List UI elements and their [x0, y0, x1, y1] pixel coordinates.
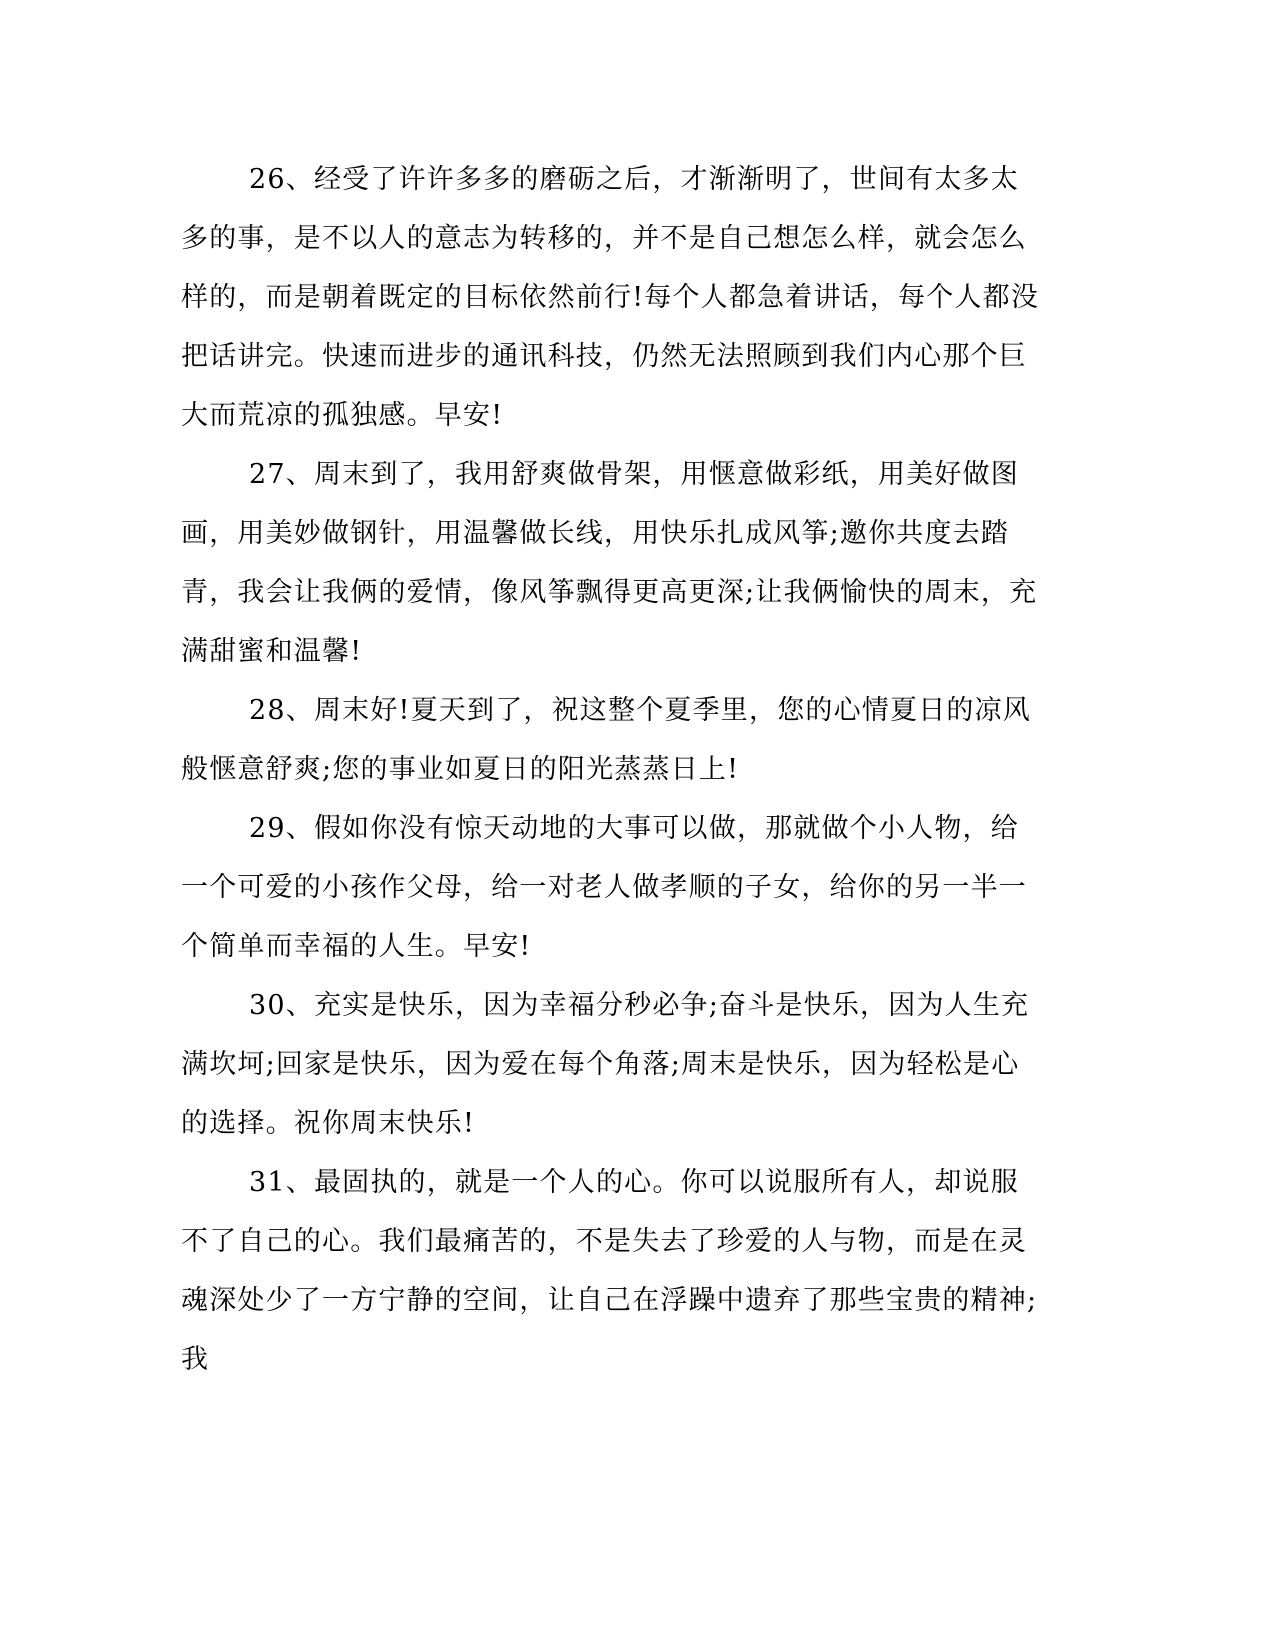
- paragraph-30: 30、充实是快乐，因为幸福分秒必争;奋斗是快乐，因为人生充满坎坷;回家是快乐，因为爱在每个角落;周末是快乐，因为轻松是心的选择。祝你周末快乐!: [181, 990, 1030, 1139]
- document-body: [181, 150, 1041, 1389]
- paragraph-26: 26、经受了许许多多的磨砺之后，才渐渐明了，世间有太多太多的事，是不以人的意志为转移的，并不是自己想怎么样，就会怎么样的，而是朝着既定的目标依然前行!每个人都急着讲话，每个人都没把话讲完。快速而进步的通讯科技，仍然无法照顾到我们内心那个巨大而荒凉的孤独感。早安!: [181, 164, 1040, 431]
- paragraph-31: 31、最固执的，就是一个人的心。你可以说服所有人，却说服不了自己的心。我们最痛苦的，不是失去了珍爱的人与物，而是在灵魂深处少了一方宁静的空间，让自己在浮躁中遗弃了那些宝贵的精神;我: [181, 1167, 1038, 1375]
- paragraph-28: 28、周末好!夏天到了，祝这整个夏季里，您的心情夏日的凉风般惬意舒爽;您的事业如夏日的阳光蒸蒸日上!: [181, 695, 1032, 785]
- paragraph-27: 27、周末到了，我用舒爽做骨架，用惬意做彩纸，用美好做图画，用美妙做钢针，用温馨做长线，用快乐扎成风筝;邀你共度去踏青，我会让我俩的爱情，像风筝飘得更高更深;让我俩愉快的周末，充满甜蜜和温馨!: [181, 459, 1038, 667]
- paragraph-29: 29、假如你没有惊天动地的大事可以做，那就做个小人物，给一个可爱的小孩作父母，给一对老人做孝顺的子女，给你的另一半一个简单而幸福的人生。早安!: [181, 813, 1027, 962]
